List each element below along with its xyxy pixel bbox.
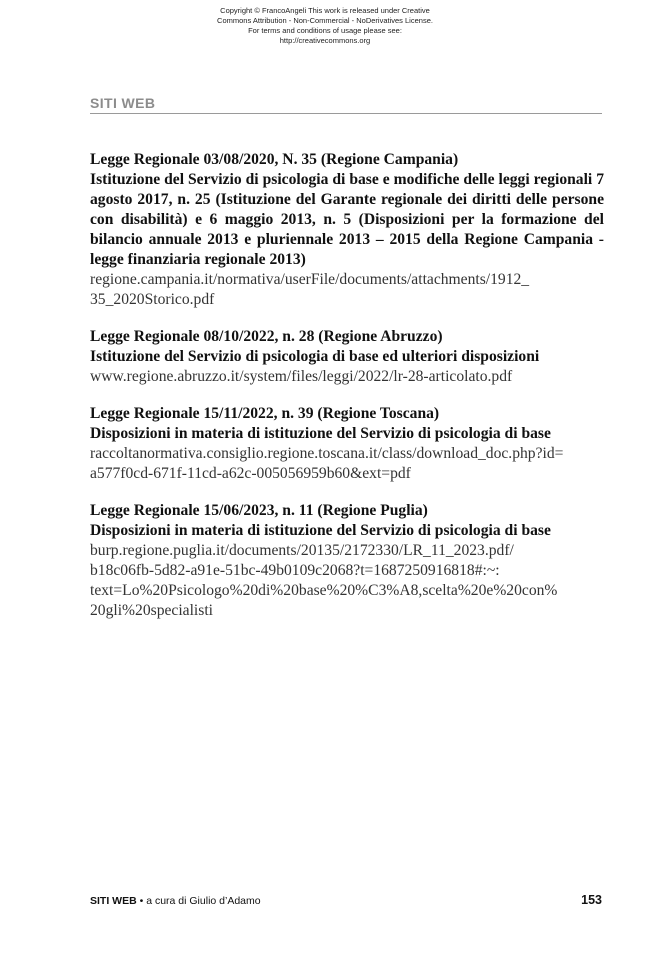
law-entry — [90, 150, 604, 310]
page-number: 153 — [581, 893, 602, 907]
law-entry-description: Disposizioni in materia di istituzione del Servizio di psicologia di base — [90, 425, 551, 442]
law-entry-title: Legge Regionale 03/08/2020, N. 35 (Regione Campania) — [90, 151, 459, 168]
url-line: raccoltanormativa.consiglio.regione.toscana.it/class/download_doc.php?id= — [90, 445, 564, 462]
law-entry-description: Disposizioni in materia di istituzione del Servizio di psicologia di base — [90, 522, 551, 539]
law-entries-list — [90, 150, 604, 638]
footer-editor: a cura di Giulio d’Adamo — [146, 895, 261, 907]
copyright-line: http://creativecommons.org — [279, 36, 371, 45]
url-line: text=Lo%20Psicologo%20di%20base%20%C3%A8,scelta%20e%20con% — [90, 582, 558, 599]
url-line: a577f0cd-671f-11cd-a62c-005056959b60&ext=pdf — [90, 465, 411, 482]
law-entry-title: Legge Regionale 15/06/2023, n. 11 (Regione Puglia) — [90, 502, 428, 519]
copyright-line: Copyright © FrancoAngeli This work is released under Creative — [220, 6, 430, 15]
copyright-notice — [0, 6, 650, 46]
url-line: regione.campania.it/normativa/userFile/documents/attachments/1912_ — [90, 271, 530, 288]
law-entry — [90, 501, 604, 621]
footer-running-head — [90, 895, 261, 907]
url-line: www.regione.abruzzo.it/system/files/leggi/2022/lr-28-articolato.pdf — [90, 368, 513, 385]
law-entry-description: Istituzione del Servizio di psicologia di base ed ulteriori disposizioni — [90, 348, 540, 365]
page-footer — [90, 893, 602, 909]
footer-section-label: SITI WEB — [90, 895, 137, 907]
url-line: burp.regione.puglia.it/documents/20135/2172330/LR_11_2023.pdf/ — [90, 542, 514, 559]
section-title: SITI WEB — [90, 95, 156, 111]
url-line: b18c06fb-5d82-a91e-51bc-49b0109c2068?t=1687250916818#:~: — [90, 562, 500, 579]
law-entry-url[interactable] — [90, 541, 604, 621]
copyright-line: For terms and conditions of usage please see: — [248, 26, 402, 35]
footer-separator: • — [139, 895, 144, 907]
law-entry — [90, 404, 604, 484]
copyright-line: Commons Attribution - Non-Commercial - NoDerivatives License. — [217, 16, 433, 25]
law-entry-title: Legge Regionale 08/10/2022, n. 28 (Regione Abruzzo) — [90, 328, 443, 345]
law-entry-url[interactable] — [90, 270, 604, 310]
law-entry-url[interactable] — [90, 444, 604, 484]
law-entry-description: Istituzione del Servizio di psicologia di base e modifiche delle leggi regionali 7 agosto 2017, n. 25 (Istituzione del Garante regionale dei diritti delle persone con disabilità) e 6 maggio 2013, n. 5 (Disposizioni per la formazione del bilancio annuale 2013 e pluriennale 2013 – 2015 della Regione Campania - legge finanziaria regionale 2013) — [90, 171, 604, 268]
law-entry-url[interactable] — [90, 367, 604, 387]
section-header — [90, 95, 602, 114]
law-entry-title: Legge Regionale 15/11/2022, n. 39 (Regione Toscana) — [90, 405, 440, 422]
law-entry — [90, 327, 604, 387]
url-line: 20gli%20specialisti — [90, 602, 213, 619]
url-line: 35_2020Storico.pdf — [90, 291, 215, 308]
